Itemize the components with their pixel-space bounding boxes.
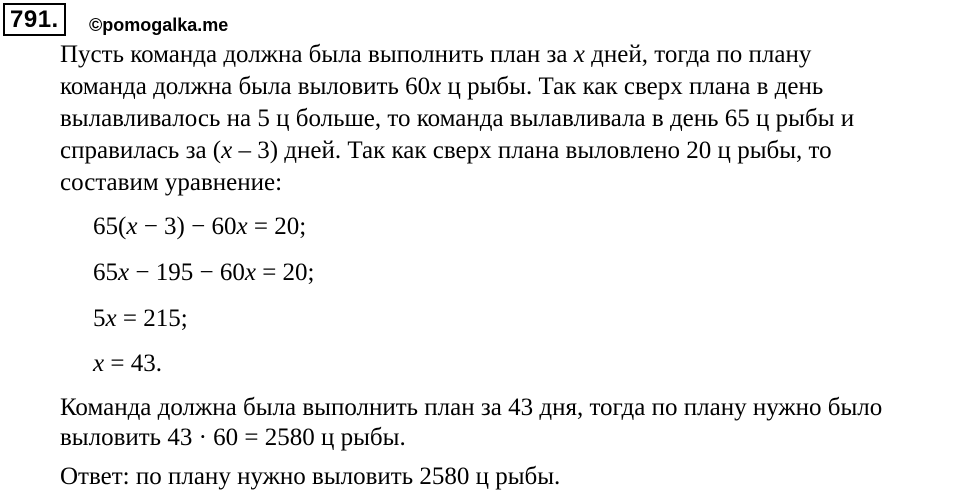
- solution-line-2: [60, 72, 823, 102]
- problem-number: 791.: [3, 3, 66, 36]
- solution-line-1: [60, 40, 811, 70]
- equation-3: 5x = 215;: [93, 305, 188, 332]
- answer-line: Ответ: по плану нужно выловить 2580 ц рыбы.: [60, 463, 561, 490]
- variable-x: x: [430, 73, 442, 100]
- equation-1: 65(x − 3) − 60x = 20;: [93, 213, 307, 240]
- site-watermark: ©pomogalka.me: [89, 15, 229, 35]
- equation-2: 65x − 195 − 60x = 20;: [93, 259, 315, 286]
- text-fragment: дней, тогда по плану: [584, 41, 812, 68]
- solution-line-4: [60, 136, 832, 166]
- text-fragment: справилась за (: [60, 137, 222, 164]
- text-fragment: команда должна была выловить 60: [60, 73, 431, 100]
- conclusion-line-2: выловить 43 · 60 = 2580 ц рыбы.: [60, 424, 406, 451]
- variable-x: x: [221, 137, 233, 164]
- conclusion-line-1: Команда должна была выполнить план за 43 дня, тогда по плану нужно было: [60, 394, 883, 421]
- text-fragment: – 3) дней. Так как сверх плана выловлено 20 ц рыбы, то: [232, 137, 832, 164]
- solution-line-3: вылавливалось на 5 ц больше, то команда вылавливала в день 65 ц рыбы и: [60, 105, 855, 132]
- equation-4: x = 43.: [93, 350, 162, 377]
- text-fragment: ц рыбы. Так как сверх плана в день: [441, 73, 824, 100]
- variable-x: x: [573, 41, 585, 68]
- text-fragment: Пусть команда должна была выполнить план за: [60, 41, 574, 68]
- solution-line-5: составим уравнение:: [60, 169, 283, 196]
